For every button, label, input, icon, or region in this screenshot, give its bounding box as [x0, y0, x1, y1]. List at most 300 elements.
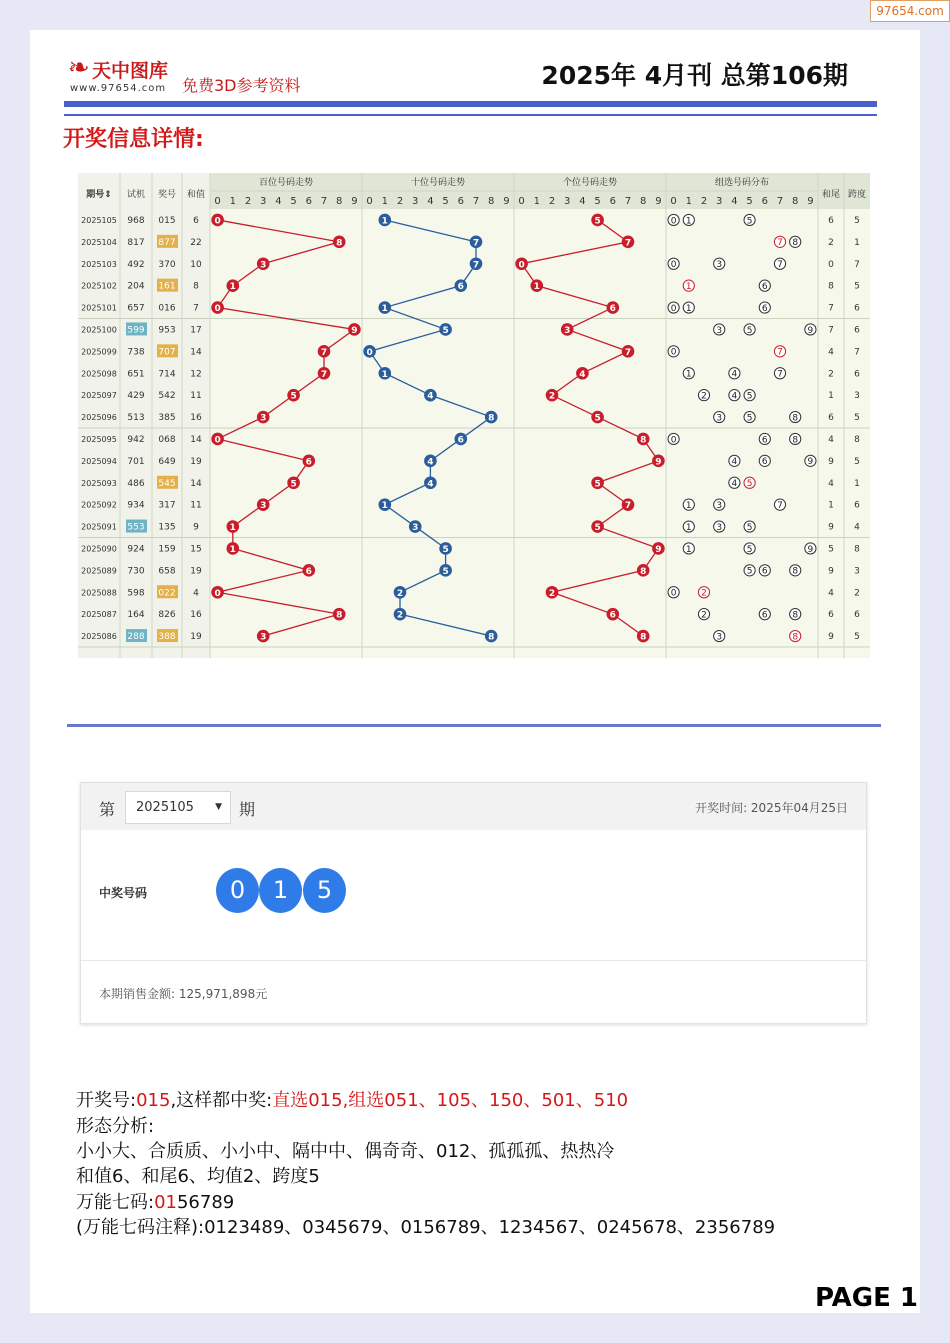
row-hewei: 0	[828, 259, 834, 270]
free-label: 免费3D参考资料	[182, 76, 301, 95]
trend-ball-digit: 6	[457, 282, 464, 293]
trend-ball-digit: 2	[396, 610, 404, 621]
row-qihao: 2025093	[81, 478, 117, 488]
digit-header: 1	[381, 196, 388, 207]
trend-ball-digit: 5	[290, 391, 297, 402]
row-shiji: 968	[127, 215, 145, 226]
trend-ball-digit: 5	[594, 523, 601, 534]
group-dist-digit: 9	[807, 457, 814, 468]
trend-ball-digit: 0	[214, 588, 221, 599]
info-line-pattern-title: 形态分析:	[76, 1116, 155, 1137]
digit-header: 5	[442, 196, 449, 207]
row-kuadu: 6	[854, 500, 860, 511]
issue-select[interactable]	[125, 791, 231, 824]
row-jianghao: 161	[158, 281, 176, 292]
digit-header: 3	[412, 196, 419, 207]
row-hewei: 1	[828, 391, 834, 402]
row-qihao: 2025087	[81, 610, 117, 620]
row-kuadu: 5	[854, 413, 860, 424]
row-qihao: 2025091	[81, 522, 117, 532]
row-qihao: 2025103	[81, 259, 117, 269]
group-dist-digit: 4	[731, 391, 738, 402]
row-qihao: 2025096	[81, 413, 117, 423]
row-kuadu: 4	[854, 522, 860, 533]
group-dist-digit: 6	[761, 303, 768, 314]
trend-ball-digit: 5	[442, 566, 449, 577]
qi-label: 期	[239, 800, 256, 819]
trend-ball-digit: 6	[305, 566, 312, 577]
digit-header: 6	[761, 196, 768, 207]
row-qihao: 2025089	[81, 566, 117, 576]
section-title: 开奖信息详情:	[63, 127, 204, 152]
trend-ball-digit: 3	[260, 501, 267, 512]
trend-ball-digit: 4	[579, 369, 586, 380]
page	[30, 30, 920, 1313]
row-jianghao: 953	[158, 325, 176, 336]
info-line-stats: 和值6、和尾6、均值2、跨度5	[76, 1166, 320, 1187]
digit-header: 7	[624, 196, 632, 207]
row-shiji: 429	[127, 391, 145, 402]
row-kuadu: 3	[854, 566, 860, 577]
digit-header: 9	[351, 196, 358, 207]
row-hewei: 6	[828, 610, 834, 621]
row-shiji: 288	[127, 632, 145, 643]
digit-header: 0	[214, 196, 221, 207]
info-line-pattern: 小小大、合质质、小小中、隔中中、偶奇奇、012、孤孤孤、热热冷	[76, 1141, 615, 1162]
win-ball: 0	[216, 868, 259, 913]
group-dist-digit: 5	[746, 216, 753, 227]
group-shi-header: 十位号码走势	[410, 178, 466, 188]
row-jianghao: 826	[158, 610, 176, 621]
row-hezhi: 7	[193, 303, 199, 314]
row-jianghao: 545	[158, 478, 176, 489]
row-hezhi: 4	[193, 588, 199, 599]
info-line-draw	[76, 1086, 628, 1112]
row-hezhi: 11	[190, 391, 202, 402]
trend-ball-digit: 5	[290, 479, 297, 490]
row-hewei: 4	[828, 347, 834, 358]
group-dist-digit: 8	[792, 632, 799, 643]
row-kuadu: 5	[854, 215, 860, 226]
seven-code-label: 万能七码:	[76, 1192, 155, 1213]
digit-header: 7	[320, 196, 328, 207]
card-divider	[81, 960, 866, 961]
trend-ball-digit: 3	[260, 632, 267, 643]
group-dist-digit: 5	[746, 413, 753, 424]
trend-ball-digit: 5	[594, 216, 601, 227]
trend-ball-digit: 8	[640, 566, 647, 577]
row-qihao: 2025094	[81, 456, 117, 466]
group-dist-digit: 5	[746, 479, 753, 490]
watermark: 97654.com	[870, 0, 950, 22]
trend-ball-digit: 1	[381, 369, 388, 380]
group-dist-digit: 8	[792, 413, 799, 424]
row-kuadu: 1	[854, 478, 860, 489]
digit-header: 4	[731, 196, 738, 207]
group-dist-digit: 5	[746, 566, 753, 577]
row-jianghao: 016	[158, 303, 176, 314]
row-hewei: 4	[828, 434, 834, 445]
row-qihao: 2025095	[81, 434, 117, 444]
row-shiji: 934	[127, 500, 145, 511]
digit-header: 2	[396, 196, 404, 207]
trend-ball-digit: 4	[427, 457, 434, 468]
row-hewei: 9	[828, 456, 834, 467]
win-note: ,这样都中奖:	[170, 1090, 273, 1111]
group-dist-digit: 3	[716, 325, 723, 336]
row-qihao: 2025102	[81, 281, 117, 291]
group-dist-digit: 3	[716, 500, 723, 511]
group-dist-digit: 6	[761, 566, 768, 577]
row-hezhi: 6	[193, 215, 199, 226]
group-dist-digit: 0	[670, 260, 677, 271]
row-qihao: 2025090	[81, 544, 117, 554]
trend-ball-digit: 5	[442, 325, 449, 336]
trend-ball-digit: 2	[396, 588, 404, 599]
group-dist-digit: 0	[670, 216, 677, 227]
group-dist-digit: 3	[716, 413, 723, 424]
trend-ball-digit: 9	[655, 544, 662, 555]
di-label: 第	[99, 800, 116, 819]
seven-code-rest: 56789	[176, 1192, 235, 1213]
col-jianghao-header: 奖号	[157, 190, 177, 200]
trend-ball-digit: 1	[533, 282, 540, 293]
row-shiji: 553	[127, 522, 145, 533]
group-dist-digit: 5	[746, 522, 753, 533]
row-shiji: 817	[127, 237, 145, 248]
seven-code-red: 01	[154, 1192, 177, 1213]
row-shiji: 924	[127, 544, 145, 555]
sales-amount: 本期销售金额: 125,971,898元	[99, 987, 268, 1001]
group-dist-digit: 6	[761, 435, 768, 446]
digit-header: 3	[260, 196, 267, 207]
digit-header: 4	[579, 196, 586, 207]
group-zu-header: 组选号码分布	[714, 178, 770, 188]
row-qihao: 2025098	[81, 369, 117, 379]
row-jianghao: 015	[158, 215, 176, 226]
header-rule-thin	[64, 114, 877, 116]
trend-ball-digit: 2	[548, 391, 556, 402]
trend-ball-digit: 6	[305, 457, 312, 468]
row-jianghao: 385	[158, 413, 176, 424]
trend-ball-digit: 0	[214, 216, 221, 227]
digit-header: 6	[609, 196, 616, 207]
trend-ball-digit: 4	[427, 479, 434, 490]
digit-header: 6	[305, 196, 312, 207]
digit-header: 2	[700, 196, 708, 207]
header-rule	[64, 101, 877, 107]
row-qihao: 2025088	[81, 588, 117, 598]
logo-url: www.97654.com	[70, 83, 167, 94]
row-kuadu: 6	[854, 325, 860, 336]
row-hewei: 2	[828, 237, 834, 248]
row-shiji: 598	[127, 588, 145, 599]
group-bai-header: 百位号码走势	[258, 178, 314, 188]
row-jianghao: 135	[158, 522, 176, 533]
row-hezhi: 15	[190, 544, 202, 555]
row-qihao: 2025105	[81, 215, 117, 225]
trend-ball-digit: 7	[624, 238, 632, 249]
group-dist-digit: 0	[670, 303, 677, 314]
group-dist-digit: 8	[792, 238, 799, 249]
row-shiji: 204	[127, 281, 145, 292]
group-dist-digit: 4	[731, 479, 738, 490]
logo-icon: ❧	[68, 53, 90, 83]
row-shiji: 513	[127, 413, 145, 424]
row-hewei: 9	[828, 632, 834, 643]
group-dist-digit: 7	[777, 500, 783, 511]
digit-header: 4	[427, 196, 434, 207]
row-hewei: 6	[828, 215, 834, 226]
group-dist-digit: 5	[746, 544, 753, 555]
win-number-label: 中奖号码	[99, 886, 148, 900]
digit-header: 3	[564, 196, 571, 207]
trend-ball-digit: 5	[594, 479, 601, 490]
row-kuadu: 6	[854, 369, 860, 380]
col-shiji-header: 试机	[126, 190, 146, 200]
row-hezhi: 14	[190, 347, 202, 358]
row-shiji: 486	[127, 478, 145, 489]
row-kuadu: 5	[854, 281, 860, 292]
digit-header: 5	[594, 196, 601, 207]
row-shiji: 492	[127, 259, 145, 270]
col-kuadu-header: 跨度	[847, 190, 867, 200]
row-hewei: 7	[828, 325, 834, 336]
row-qihao: 2025092	[81, 500, 117, 510]
digit-header: 8	[792, 196, 799, 207]
win-ball: 5	[303, 868, 346, 913]
group-dist-digit: 2	[701, 610, 707, 621]
group-dist-digit: 6	[761, 610, 768, 621]
col-qihao-header: 期号⇕	[86, 190, 112, 200]
group-dist-digit: 6	[761, 457, 768, 468]
group-dist-digit: 8	[792, 435, 799, 446]
group-dist-digit: 4	[731, 369, 738, 380]
row-hezhi: 22	[190, 237, 202, 248]
digit-header: 8	[336, 196, 343, 207]
row-hewei: 1	[828, 500, 834, 511]
digit-header: 1	[229, 196, 236, 207]
trend-ball-digit: 7	[472, 238, 480, 249]
col-hezhi-header: 和值	[186, 190, 206, 200]
trend-ball-digit: 5	[594, 413, 601, 424]
row-hewei: 2	[828, 369, 834, 380]
digit-header: 2	[244, 196, 252, 207]
group-ge-header: 个位号码走势	[562, 178, 618, 188]
row-kuadu: 7	[854, 347, 860, 358]
issue-title: 2025年 4月刊 总第106期	[541, 61, 848, 90]
trend-ball-digit: 8	[488, 632, 495, 643]
trend-ball-digit: 8	[488, 413, 495, 424]
trend-ball-digit: 0	[366, 347, 373, 358]
group-dist-digit: 1	[685, 216, 692, 227]
digit-header: 8	[640, 196, 647, 207]
row-jianghao: 714	[158, 369, 176, 380]
trend-ball-digit: 5	[442, 544, 449, 555]
col-hewei-header: 和尾	[821, 190, 841, 200]
row-jianghao: 649	[158, 456, 176, 467]
group-dist-digit: 8	[792, 610, 799, 621]
row-hewei: 9	[828, 566, 834, 577]
row-hewei: 7	[828, 303, 834, 314]
row-kuadu: 7	[854, 259, 860, 270]
trend-ball-digit: 7	[320, 369, 328, 380]
trend-ball-digit: 8	[640, 435, 647, 446]
row-hezhi: 10	[190, 259, 202, 270]
row-shiji: 599	[127, 325, 145, 336]
trend-ball-digit: 3	[412, 523, 419, 534]
group-dist-digit: 1	[685, 544, 692, 555]
row-hezhi: 11	[190, 500, 202, 511]
row-shiji: 701	[127, 456, 145, 467]
section-divider	[67, 724, 881, 727]
row-hewei: 9	[828, 522, 834, 533]
group-dist-digit: 1	[685, 281, 692, 292]
group-dist-digit: 9	[807, 325, 814, 336]
row-hewei: 4	[828, 588, 834, 599]
row-hezhi: 16	[190, 413, 202, 424]
row-kuadu: 5	[854, 456, 860, 467]
row-hezhi: 16	[190, 610, 202, 621]
group-dist-digit: 7	[777, 369, 783, 380]
row-hezhi: 12	[190, 369, 202, 380]
row-jianghao: 370	[158, 259, 176, 270]
trend-ball-digit: 3	[564, 325, 571, 336]
issue-select-value: 2025105	[136, 800, 194, 815]
row-kuadu: 5	[854, 632, 860, 643]
trend-table	[78, 173, 870, 658]
trend-ball-digit: 2	[548, 588, 556, 599]
info-line-seven-code-notes: (万能七码注释):0123489、0345679、0156789、1234567、0245678、2356789	[76, 1217, 776, 1238]
row-hewei: 5	[828, 544, 834, 555]
trend-ball-digit: 1	[229, 282, 236, 293]
trend-ball-digit: 1	[229, 523, 236, 534]
trend-ball-digit: 1	[229, 544, 236, 555]
draw-card-header	[81, 783, 866, 830]
row-jianghao: 068	[158, 434, 176, 445]
digit-header: 9	[655, 196, 662, 207]
trend-ball-digit: 9	[351, 325, 358, 336]
trend-ball-digit: 4	[427, 391, 434, 402]
trend-ball-digit: 8	[336, 610, 343, 621]
row-kuadu: 3	[854, 391, 860, 402]
trend-ball-digit: 6	[609, 304, 616, 315]
info-line-seven-code	[76, 1188, 234, 1214]
row-qihao: 2025100	[81, 325, 117, 335]
row-jianghao: 658	[158, 566, 176, 577]
digit-header: 3	[716, 196, 723, 207]
group-dist-digit: 1	[685, 369, 692, 380]
row-qihao: 2025099	[81, 347, 117, 357]
group-dist-digit: 0	[670, 435, 677, 446]
row-shiji: 164	[127, 610, 145, 621]
group-dist-digit: 2	[701, 588, 707, 599]
trend-ball-digit: 9	[655, 457, 662, 468]
row-jianghao: 877	[158, 237, 176, 248]
row-qihao: 2025104	[81, 237, 117, 247]
row-hezhi: 19	[190, 456, 202, 467]
digit-header: 2	[548, 196, 556, 207]
digit-header: 1	[533, 196, 540, 207]
digit-header: 9	[807, 196, 814, 207]
row-jianghao: 388	[158, 632, 176, 643]
trend-ball-digit: 1	[381, 501, 388, 512]
trend-ball-digit: 1	[381, 216, 388, 227]
digit-header: 0	[366, 196, 373, 207]
row-hezhi: 17	[190, 325, 202, 336]
trend-ball-digit: 1	[381, 304, 388, 315]
digit-header: 7	[472, 196, 480, 207]
row-kuadu: 6	[854, 303, 860, 314]
row-jianghao: 022	[158, 588, 176, 599]
digit-header: 1	[685, 196, 692, 207]
row-qihao: 2025101	[81, 303, 117, 313]
logo-name: 天中图库	[92, 60, 169, 82]
group-dist-digit: 8	[792, 566, 799, 577]
row-kuadu: 8	[854, 434, 860, 445]
group-dist-digit: 5	[746, 325, 753, 336]
group-dist-digit: 3	[716, 632, 723, 643]
row-kuadu: 6	[854, 610, 860, 621]
group-dist-digit: 1	[685, 522, 692, 533]
trend-ball-digit: 0	[214, 435, 221, 446]
draw-card	[80, 782, 867, 1024]
trend-ball-digit: 6	[457, 435, 464, 446]
row-shiji: 730	[127, 566, 145, 577]
row-shiji: 657	[127, 303, 145, 314]
group-dist-digit: 6	[761, 281, 768, 292]
draw-label: 开奖号:	[76, 1090, 137, 1111]
trend-ball-digit: 7	[624, 347, 632, 358]
row-hezhi: 19	[190, 632, 202, 643]
row-jianghao: 317	[158, 500, 176, 511]
row-kuadu: 2	[854, 588, 860, 599]
group-dist-digit: 5	[746, 391, 753, 402]
group-dist-digit: 3	[716, 522, 723, 533]
trend-ball-digit: 3	[260, 413, 267, 424]
row-hezhi: 9	[193, 522, 199, 533]
trend-ball-digit: 0	[214, 304, 221, 315]
trend-ball-digit: 8	[640, 632, 647, 643]
group-dist-digit: 7	[777, 347, 783, 358]
group-dist-digit: 9	[807, 544, 814, 555]
row-shiji: 738	[127, 347, 145, 358]
digit-header: 0	[518, 196, 525, 207]
trend-ball-digit: 0	[518, 260, 525, 271]
row-hewei: 4	[828, 478, 834, 489]
digit-header: 4	[275, 196, 282, 207]
draw-number: 015	[136, 1090, 171, 1111]
digit-header: 9	[503, 196, 510, 207]
trend-ball-digit: 8	[336, 238, 343, 249]
group-dist-digit: 1	[685, 303, 692, 314]
row-kuadu: 8	[854, 544, 860, 555]
group-dist-digit: 7	[777, 260, 783, 271]
group-dist-digit: 2	[701, 391, 707, 402]
digit-header: 7	[776, 196, 784, 207]
row-hezhi: 8	[193, 281, 199, 292]
row-shiji: 942	[127, 434, 145, 445]
digit-header: 8	[488, 196, 495, 207]
group-dist-digit: 3	[716, 260, 723, 271]
group-dist-digit: 4	[731, 457, 738, 468]
group-dist-digit: 7	[777, 238, 783, 249]
row-hewei: 6	[828, 413, 834, 424]
digit-header: 5	[746, 196, 753, 207]
digit-header: 6	[457, 196, 464, 207]
group-dist-digit: 1	[685, 500, 692, 511]
row-kuadu: 1	[854, 237, 860, 248]
